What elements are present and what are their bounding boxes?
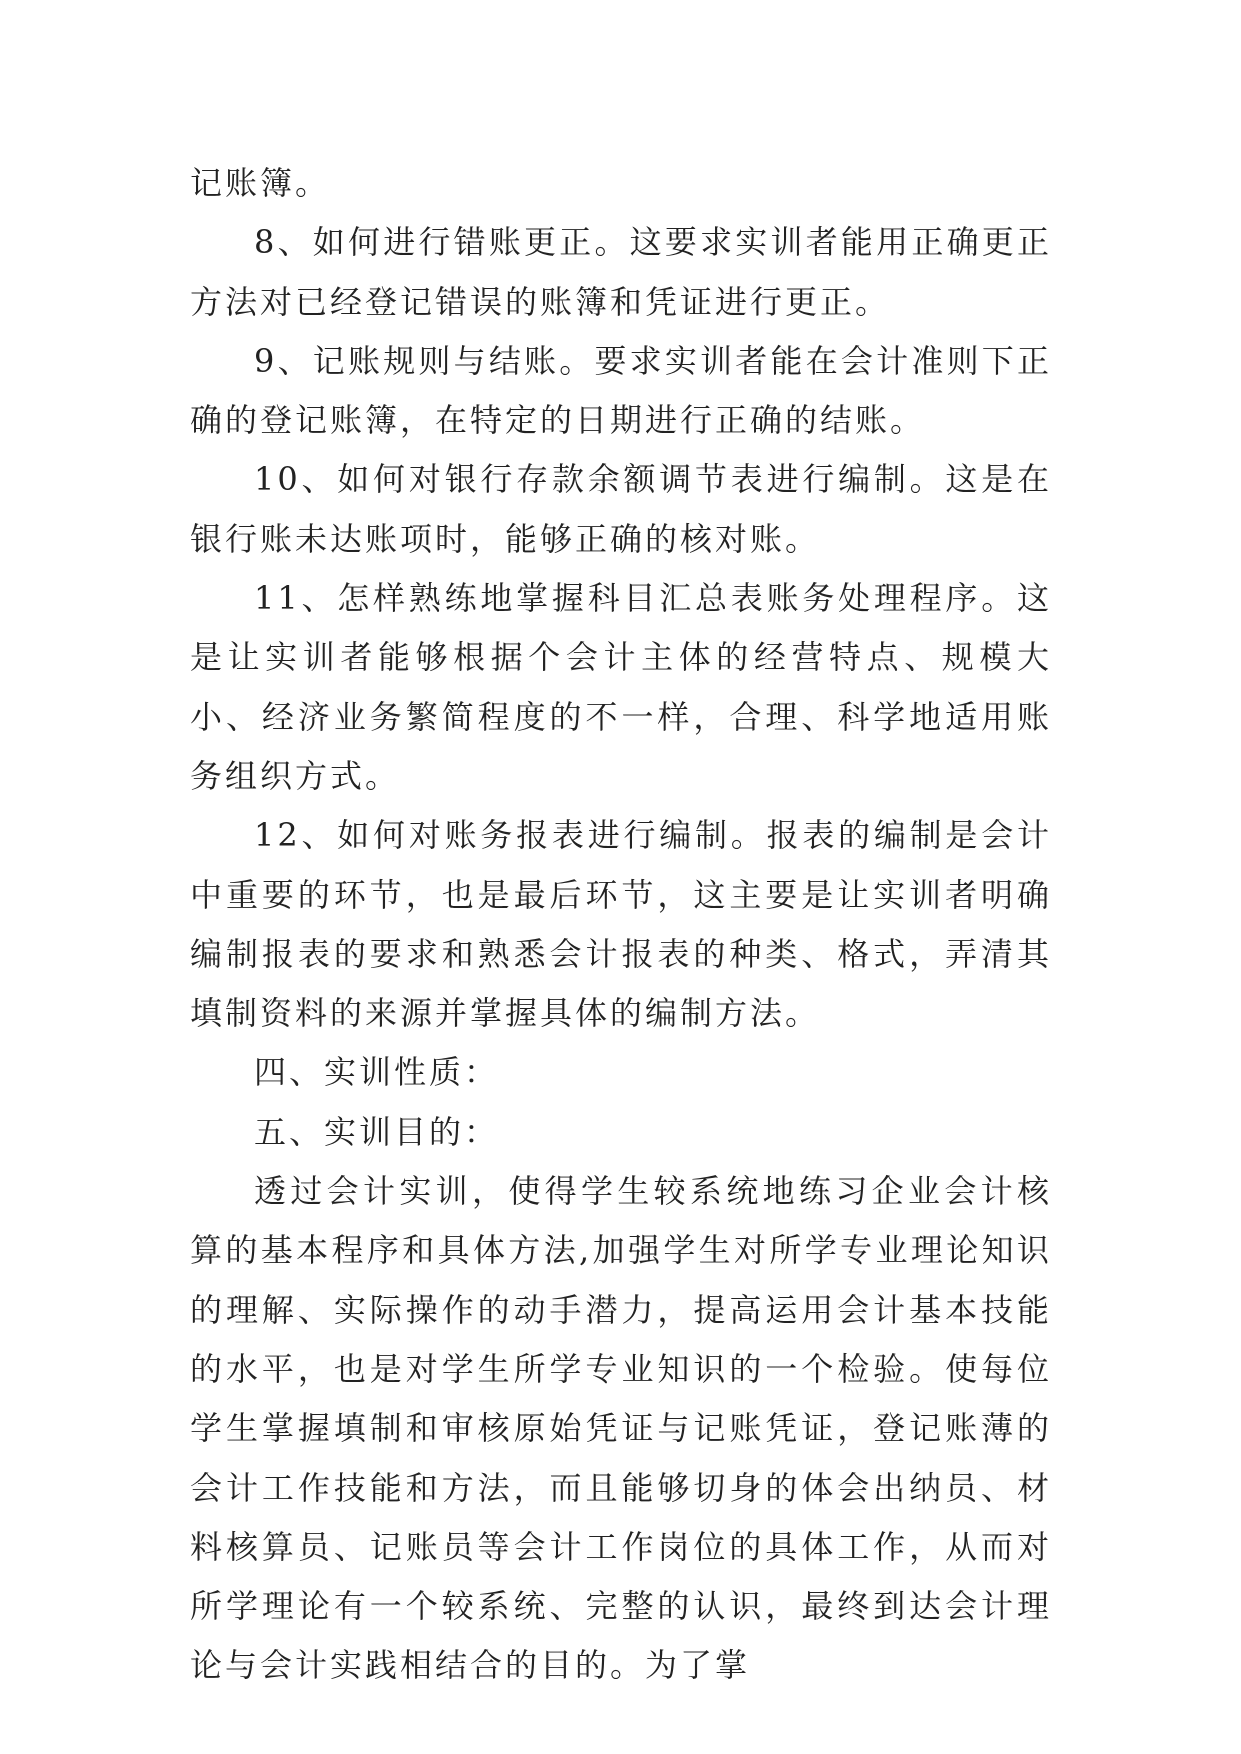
paragraph-item-11: 11、怎样熟练地掌握科目汇总表账务处理程序。这是让实训者能够根据个会计主体的经营特点、规模大小、经济业务繁简程度的不一样，合理、科学地适用账务组织方式。 (190, 579, 1052, 795)
document-body (190, 154, 1052, 1696)
paragraph-purpose-body: 透过会计实训，使得学生较系统地练习企业会计核算的基本程序和具体方法,加强学生对所学专业理论知识的理解、实际操作的动手潜力，提高运用会计基本技能的水平，也是对学生所学专业知识的一个检验。使每位学生掌握填制和审核原始凭证与记账凭证，登记账薄的会计工作技能和方法，而且能够切身的体会出纳员、材料核算员、记账员等会计工作岗位的具体工作，从而对所学理论有一个较系统、完整的认识，最终到达会计理论与会计实践相结合的目的。为了掌 (190, 1172, 1052, 1685)
section-heading-purpose: 五、实训目的： (254, 1112, 500, 1151)
paragraph-item-10: 10、如何对银行存款余额调节表进行编制。这是在银行账未达账项时，能够正确的核对账。 (190, 460, 1052, 558)
paragraph-item-12: 12、如何对账务报表进行编制。报表的编制是会计中重要的环节，也是最后环节，这主要是让实训者明确编制报表的要求和熟悉会计报表的种类、格式，弄清其填制资料的来源并掌握具体的编制方法。 (190, 816, 1052, 1033)
section-heading-nature: 四、实训性质： (254, 1053, 500, 1092)
paragraph-item-9: 9、记账规则与结账。要求实训者能在会计准则下正确的登记账簿，在特定的日期进行正确的结账。 (190, 341, 1052, 440)
paragraph-continuation: 记账簿。 (190, 164, 331, 202)
paragraph-item-8: 8、如何进行错账更正。这要求实训者能用正确更正方法对已经登记错误的账簿和凭证进行更正。 (190, 223, 1052, 321)
